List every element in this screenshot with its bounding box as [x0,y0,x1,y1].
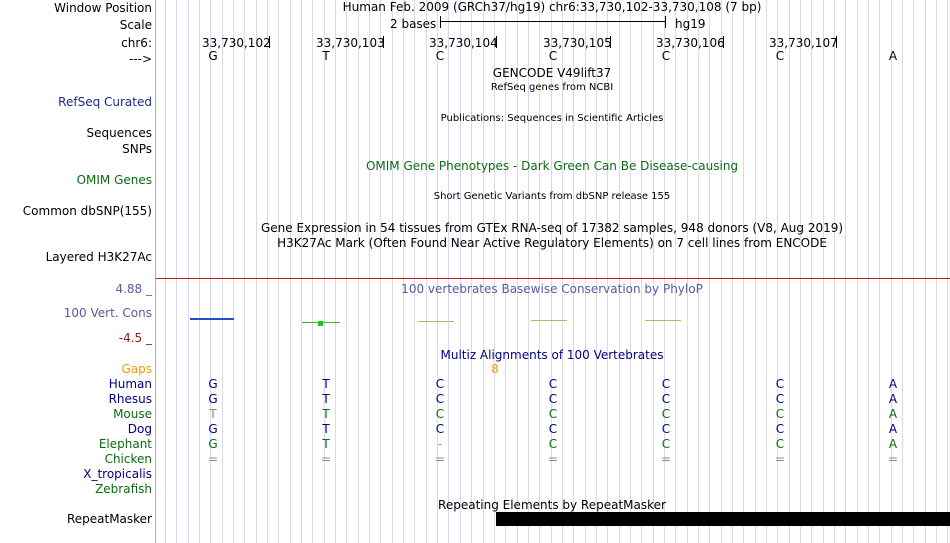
track-label-sequences[interactable]: Sequences [86,126,152,140]
alignment-base: C [775,392,785,406]
gridline [256,0,257,543]
gridline [165,0,166,543]
alignment-base: A [888,437,898,451]
track-label-repeatmasker[interactable]: RepeatMasker [66,512,152,526]
alignment-base: = [434,452,446,466]
gridline [857,0,858,543]
gridline [460,0,461,543]
alignment-base: C [661,377,671,391]
gridline [845,0,846,543]
species-label: Zebrafish [95,482,152,496]
gridline [947,0,948,543]
scale-bases: 2 bases [390,17,437,31]
gridline [278,0,279,543]
gridline [233,0,234,543]
gridline [641,0,642,543]
gridline [721,0,722,543]
gridline [789,0,790,543]
species-label: Rhesus [108,392,152,406]
gridline [369,0,370,543]
gridline [471,0,472,543]
gridline [630,0,631,543]
gridline [222,0,223,543]
track-label-h3k27ac[interactable]: Layered H3K27Ac [45,250,152,264]
gridline [936,0,937,543]
cons-bar-5 [645,320,681,321]
repeat-element-block[interactable] [496,512,950,526]
track-label-omim[interactable]: OMIM Genes [76,173,152,187]
scale-bar-right-cap [665,16,666,28]
alignment-base: = [320,452,332,466]
alignment-base: C [775,422,785,436]
gtex-track-title: Gene Expression in 54 tissues from GTEx RNA-seq of 17382 samples, 948 donors (V8, Aug 2019) [260,221,844,235]
gridline [755,0,756,543]
alignment-base: C [435,392,445,406]
alignment-base: T [322,407,330,421]
gridline [687,0,688,543]
alignment-base: C [548,407,558,421]
gridline [800,0,801,543]
scale-label: Scale [119,18,152,32]
gridline [868,0,869,543]
gridline [358,0,359,543]
gridline [743,0,744,543]
alignment-base: C [661,407,671,421]
gridline [301,0,302,543]
species-label: Dog [127,422,152,436]
alignment-base: C [775,437,785,451]
alignment-base: A [888,392,898,406]
dna-base: C [548,49,558,63]
gridline [335,0,336,543]
alignment-base: C [435,407,445,421]
gridline [346,0,347,543]
gridline [267,0,268,543]
gridline [766,0,767,543]
cons-bar-1 [190,318,234,320]
alignment-base: C [548,422,558,436]
alignment-base: = [660,452,672,466]
scale-bar [440,21,666,22]
gridline [199,0,200,543]
track-label-gaps: Gaps [121,362,152,376]
alignment-base: T [322,422,330,436]
scale-bar-left-cap [440,16,441,28]
gridline [312,0,313,543]
gridline [290,0,291,543]
window-position-value: Human Feb. 2009 (GRCh37/hg19) chr6:33,730,102-33,730,108 (7 bp) [342,0,762,14]
dna-base: C [775,49,785,63]
species-label: Chicken [104,452,152,466]
dna-base: C [435,49,445,63]
alignment-base: = [887,452,899,466]
alignment-base: A [888,407,898,421]
dbsnp-track-title: Short Genetic Variants from dbSNP release 155 [433,191,671,202]
gridline [619,0,620,543]
species-label: Human [108,377,152,391]
gridline [811,0,812,543]
ruler-position-label: 33,730,104 [429,36,498,50]
multiz-track-title: Multiz Alignments of 100 Vertebrates [440,348,664,362]
alignment-base: C [435,377,445,391]
track-label-column [0,0,155,543]
track-group-separator [156,278,950,279]
alignment-base: A [888,422,898,436]
alignment-base: = [774,452,786,466]
chrom-label: chr6: [121,36,152,50]
alignment-base: - [437,437,443,451]
gridline [653,0,654,543]
alignment-base: = [207,452,219,466]
cons-bar-3 [418,321,454,322]
gridline [483,0,484,543]
alignment-base: G [208,392,218,406]
gridline [913,0,914,543]
cons-bar-4 [531,320,567,321]
alignment-base: G [208,437,218,451]
strand-label: ---> [128,52,152,66]
ruler-position-label: 33,730,106 [656,36,725,50]
gridline [823,0,824,543]
species-label: X_tropicalis [83,467,152,481]
alignment-base: C [435,422,445,436]
gridline [380,0,381,543]
gridline [675,0,676,543]
refseq-track-title: RefSeq genes from NCBI [490,82,614,93]
cons-max-value: 4.88 _ [115,282,152,296]
gridline [732,0,733,543]
alignment-base: A [888,377,898,391]
cons-min-value: -4.5 _ [118,331,152,345]
alignment-base: T [322,392,330,406]
alignment-base: T [322,437,330,451]
alignment-base: C [548,437,558,451]
alignment-base: C [661,437,671,451]
gridline [244,0,245,543]
dna-base: G [208,49,218,63]
gridline [414,0,415,543]
alignment-base: C [775,377,785,391]
gaps-value: 8 [491,362,499,376]
window-position-label: Window Position [54,1,152,15]
cons-track-title: 100 vertebrates Basewise Conservation by PhyloP [401,282,703,296]
species-label: Elephant [98,437,152,451]
gridline [879,0,880,543]
alignment-base: C [775,407,785,421]
gridline [403,0,404,543]
alignment-base: C [548,392,558,406]
track-label-snps[interactable]: SNPs [122,142,152,156]
species-label: Mouse [113,407,152,421]
gridline [176,0,177,543]
gridline [709,0,710,543]
gridline [426,0,427,543]
omim-track-title: OMIM Gene Phenotypes - Dark Green Can Be Disease-causing [365,159,739,173]
dna-base: T [322,49,330,63]
alignment-base: C [661,392,671,406]
dna-base: A [888,49,898,63]
track-label-refseq[interactable]: RefSeq Curated [58,95,152,109]
gridline [925,0,926,543]
ruler-position-label: 33,730,103 [316,36,385,50]
gridline [902,0,903,543]
track-label-dbsnp[interactable]: Common dbSNP(155) [22,204,152,218]
gridline [698,0,699,543]
repeatmasker-track-title: Repeating Elements by RepeatMasker [438,498,666,512]
alignment-base: T [209,407,217,421]
ruler-position-label: 33,730,102 [202,36,271,50]
cons-peak-2 [318,321,323,326]
gridline [188,0,189,543]
ruler-position-label: 33,730,105 [543,36,612,50]
publications-track-title: Publications: Sequences in Scientific Articles [440,113,664,124]
track-label-cons[interactable]: 100 Vert. Cons [63,306,152,320]
alignment-base: = [547,452,559,466]
dna-base: C [661,49,671,63]
alignment-base: T [322,377,330,391]
gridline [448,0,449,543]
alignment-base: C [548,377,558,391]
scale-assembly: hg19 [675,17,706,31]
gridline [834,0,835,543]
ruler-position-label: 33,730,107 [769,36,838,50]
gridline [392,0,393,543]
alignment-base: C [661,422,671,436]
alignment-base: G [208,377,218,391]
alignment-base: G [208,422,218,436]
h3k27ac-track-title: H3K27Ac Mark (Often Found Near Active Regulatory Elements) on 7 cell lines from ENCODE [277,236,827,250]
gencode-track-title[interactable]: GENCODE V49lift37 [492,66,612,80]
track-image-area[interactable] [156,0,950,543]
